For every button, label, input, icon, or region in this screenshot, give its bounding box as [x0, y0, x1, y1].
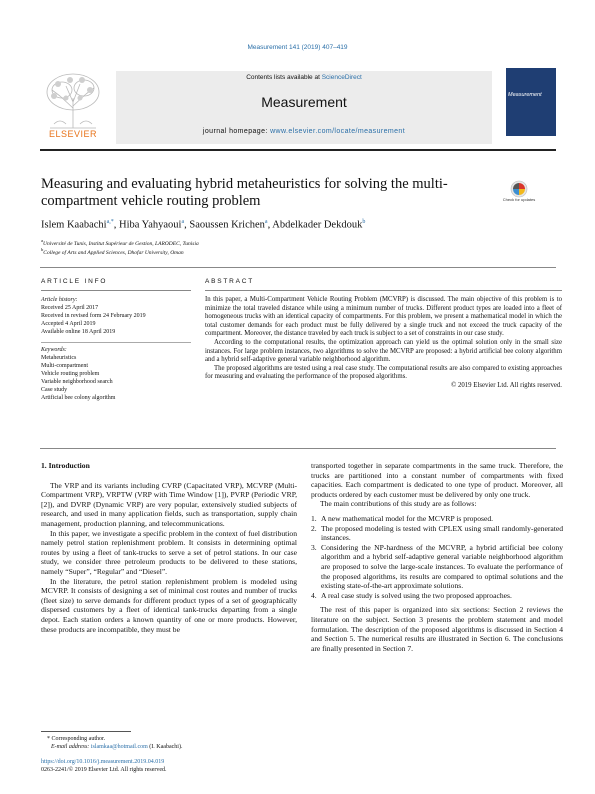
affiliation	[41, 238, 199, 247]
contents-line	[116, 74, 492, 81]
author-affiliation-mark[interactable]: b	[362, 219, 366, 225]
author-name[interactable]: Islem Kaabachi	[41, 219, 107, 231]
homepage-link[interactable]: www.elsevier.com/locate/measurement	[270, 128, 406, 135]
affiliation-text: College of Arts and Applied Sciences, Dhofar University, Oman	[43, 249, 184, 256]
history-label: Article history:	[41, 297, 78, 303]
author-affiliation-mark[interactable]: a,*	[106, 219, 114, 225]
keyword: Metaheuristics	[41, 355, 77, 361]
journal-homepage	[116, 128, 492, 135]
homepage-prefix: journal homepage:	[202, 128, 271, 135]
body-column-left	[41, 461, 297, 634]
keyword: Vehicle routing problem	[41, 371, 100, 377]
keyword: Multi-compartment	[41, 363, 88, 369]
article-info-heading: ARTICLE INFO	[41, 278, 108, 285]
body-paragraph: In the literature, the petrol station replenishment problem is modeled using MCVRP. It consists of designing a set of minimal cost routes and number of trucks (fleet size) to serve demands for different product types of a set of geographically dispersed customers by a fleet of identical tank-trucks departing from a single depot. Each station orders a known quantity of one or more products. However, these products are incompatible, they must be	[41, 576, 297, 634]
issn-line: 0263-2241/© 2019 Elsevier Ltd. All rights reserved.	[41, 767, 167, 773]
keyword: Artificial bee colony algorithm	[41, 395, 116, 401]
email-suffix: (I. Kaabachi).	[147, 744, 183, 750]
contribution-text: Considering the NP-hardness of the MCVRP, a hybrid artificial bee colony algorithm and a hybrid self-adaptive general variable neighborhood algorithm are proposed to solve the large-scale instances. To evaluate the performance of the proposed algorithms, its results are compared to optimal solutions and the existing state-of-the-art approximate solutions.	[321, 542, 563, 591]
affiliation-mark: b	[41, 247, 44, 252]
keyword: Case study	[41, 387, 68, 393]
contribution-number: 1.	[311, 513, 317, 523]
abstract-rule	[205, 290, 562, 291]
footnote	[41, 735, 301, 751]
footnote-rule	[41, 731, 131, 732]
article-info-block	[41, 296, 191, 402]
check-for-updates-label[interactable]: Check for updates	[502, 197, 536, 202]
author-affiliation-mark[interactable]: a	[264, 219, 268, 225]
history-item: Accepted 4 April 2019	[41, 321, 96, 327]
history-item: Received 25 April 2017	[41, 305, 99, 311]
corresponding-author-note: * Corresponding author.	[47, 736, 106, 742]
contributions-lead: The main contributions of this study are as follows:	[320, 499, 477, 509]
contribution-number: 3.	[311, 542, 317, 552]
abstract-paragraph: In this paper, a Multi-Compartment Vehicle Routing Problem (MCVRP) is discussed. The main objective of this problem is to minimize the total traveled distance while using a minimum number of trucks. Different product types are loaded into a fleet of homogeneous trucks with an identical capacity of compartments. For this problem, we present a mathematical model in which the total customer demands for each product must be fully delivered by a single truck and not exceed the truck capacity of the compartment. Moreover, the distance traveled by each truck is subject to a set of constraints in our case study.	[205, 296, 562, 338]
author-list: Islem Kaabachi$^{a,*}$, Hiba Yahyaoui$^a$, Saoussen Krichen$^a$, Abdelkader Dekdouk$^b$	[41, 219, 366, 231]
article-title: Measuring and evaluating hybrid metaheuristics for solving the multi-compartment vehicle routing problem	[41, 176, 448, 209]
contribution-text: A new mathematical model for the MCVRP is proposed.	[321, 513, 494, 523]
doi-link[interactable]: https://doi.org/10.1016/j.measurement.2019.04.019	[41, 759, 165, 765]
abstract-paragraph: According to the computational results, the optimization approach can yield us the optimal solution only in the small size instances. For large problem instances, two algorithms to solve the MCVRP are proposed: a hybrid artificial bee colony algorithm and a hybrid self-adaptive general variable neighborhood algorithm.	[205, 338, 562, 364]
keywords-label: Keywords:	[41, 347, 67, 353]
contents-prefix: Contents lists available at	[246, 74, 322, 81]
affiliation-mark: a	[41, 238, 44, 243]
contribution-item	[311, 591, 563, 601]
abstract-heading: ABSTRACT	[205, 278, 255, 285]
history-item: Received in revised form 24 February 2019	[41, 313, 146, 319]
history-divider	[41, 336, 191, 343]
contribution-text: A real case study is solved using the two proposed approaches.	[321, 590, 512, 600]
affiliation-text: Université de Tunis, Institut Supérieur de Gestion, LARODEC, Tunisia	[43, 240, 199, 247]
journal-name: Measurement	[261, 94, 347, 110]
contribution-number: 4.	[311, 590, 317, 600]
author-affiliation-mark[interactable]: a	[181, 219, 185, 225]
cover-title: Measurement	[508, 92, 542, 98]
email-link[interactable]: islamkaa@hotmail.com	[90, 744, 148, 750]
section-heading-introduction: 1. Introduction	[41, 461, 90, 470]
abstract-bottom-rule	[40, 448, 556, 449]
journal-cover-thumbnail[interactable]	[506, 68, 556, 136]
header-rule	[40, 149, 556, 151]
author-name[interactable]: Saoussen Krichen	[189, 219, 265, 231]
contribution-item	[311, 524, 563, 543]
contribution-text: The proposed modeling is tested with CPLEX using small randomly-generated instances.	[321, 523, 563, 543]
author-name[interactable]: Abdelkader Dekdouk	[272, 219, 363, 231]
elsevier-tree-logo	[40, 68, 106, 136]
affiliation-rule	[40, 267, 556, 268]
abstract-paragraph: The proposed algorithms are tested using a real case study. The computational results are also compared to existing approaches for measuring and evaluating the performance of the proposed algorithms.	[205, 364, 562, 381]
keyword: Variable neighborhood search	[41, 379, 113, 385]
body-column-right	[311, 461, 563, 653]
abstract-copyright: © 2019 Elsevier Ltd. All rights reserved.	[451, 381, 562, 389]
abstract-body	[205, 296, 562, 391]
body-paragraph: In this paper, we investigate a specific problem in the context of fuel distribution namely petrol station replenishment problem. It consists in determining optimal routes by using a fleet of tank-trucks to serve a set of petrol stations. In our case study, we consider three petroleum products to be delivered to these stations, namely “Super”, “Regular” and “Diesel”.	[41, 528, 297, 576]
contributions-list	[311, 514, 563, 600]
body-paragraph: transported together in separate compartments in the same truck. Therefore, the trucks are partitioned into a constant number of compartments with fixed capacities. Each compartment is dedicated to one type of product. Moreover, all products ordered by each customer must be delivered by only one truck.	[311, 461, 563, 499]
article-info-rule	[41, 290, 191, 291]
body-paragraph: The VRP and its variants including CVRP (Capacitated VRP), MCVRP (Multi-Compartment VRP), VRPTW (VRP with Time Window [1]), PVRP (Periodic VRP, [2]), and DVRP (Dynamic VRP) are very popular, extensively studied subjects of research, and used in many application fields, such as transportation, supply chain management, production planning, and telecommunications.	[41, 480, 297, 528]
contribution-item	[311, 514, 563, 524]
doi-block	[41, 758, 301, 774]
journal-reference[interactable]: Measurement 141 (2019) 407–419	[247, 44, 348, 51]
body-paragraph: The rest of this paper is organized into six sections: Section 2 reviews the literature on the subject. Section 3 presents the problem statement and model formulation. The description of the proposed algorithms is discussed in Section 4 and Section 5. The numerical results are illustrated in Section 6. The conclusions are finally presented in Section 7.	[311, 605, 563, 653]
elsevier-wordmark[interactable]: ELSEVIER	[48, 129, 98, 139]
affiliation	[41, 247, 184, 256]
email-line	[41, 743, 301, 751]
history-item: Available online 18 April 2019	[41, 329, 116, 335]
sciencedirect-link[interactable]: ScienceDirect	[321, 74, 362, 81]
author-name[interactable]: Hiba Yahyaoui	[119, 219, 182, 231]
email-label: E-mail address:	[51, 744, 91, 750]
contribution-item	[311, 543, 563, 591]
contribution-number: 2.	[311, 523, 317, 533]
